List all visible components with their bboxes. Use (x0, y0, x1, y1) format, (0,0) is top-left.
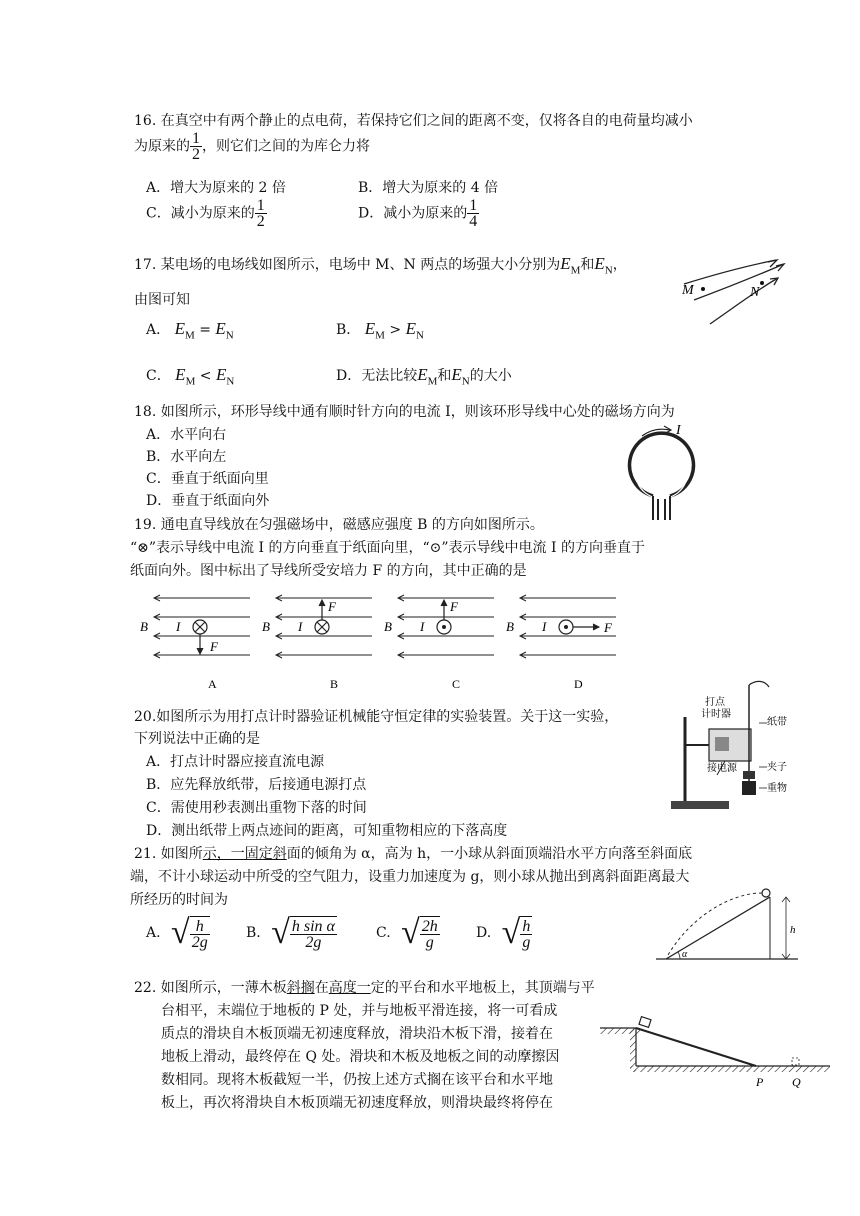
field-line-3 (710, 278, 778, 324)
slider-block (639, 1017, 651, 1028)
label-timer-1: 打点 (705, 697, 725, 708)
q22-board-figure (596, 1010, 836, 1094)
point-p-label: P (756, 1075, 764, 1089)
current-label-i: I (420, 619, 425, 634)
field-label-b: B (262, 619, 270, 634)
point-m-label: M (682, 283, 694, 298)
q17-text: 17. 某电场的电场线如图所示，电场中 M、N 两点的场强大小分别为 (134, 257, 561, 273)
q21-option-b[interactable]: B. √ $\frac{\text{h sin α}}{2g}$ (246, 914, 335, 951)
q18-option-d[interactable]: D．垂直于纸面向外 (146, 493, 270, 509)
q16-option-c-fraction: $\frac{1}{2}$ (256, 197, 265, 230)
label-timer-2: 计时器 (701, 709, 731, 720)
q22-stem-line1: 22. 如图所示，一薄木板斜搁在高度一定的平台和水平地板上，其顶端与平 (134, 980, 595, 996)
point-q-label: Q (792, 1075, 801, 1089)
weight-block (742, 781, 756, 795)
stand-base (671, 801, 729, 809)
q16-option-d-fraction: $\frac{1}{4}$ (469, 197, 478, 230)
q16-fraction-half: $\frac{1}{2}$ (192, 130, 200, 163)
q20-option-c[interactable]: C．需使用秒表测出重物下落的时间 (146, 800, 367, 816)
angle-arc (678, 952, 680, 959)
q21-stem-line2: 端，不计小球运动中所受的空气阻力，设重力加速度为 g，则小球从抛出到离斜面距离最大 (130, 869, 690, 885)
q22-stem-line3: 质点的滑块自木板顶端无初速度释放，滑块沿木板下滑，接着在 (161, 1026, 553, 1042)
q16-option-c[interactable] (146, 198, 267, 229)
label-power: 接电源 (707, 763, 737, 774)
dot-mark (564, 625, 568, 629)
q19-stem-line1: 19. 通电直导线放在匀强磁场中，磁感应强度 B 的方向如图所示。 (134, 517, 544, 533)
panel-label-b: B (330, 677, 339, 691)
angle-label-alpha: α (682, 949, 688, 960)
q22-stem-line5: 数相同。现将木板截短一半，仍按上述方式搁在该平台和水平地 (161, 1072, 553, 1088)
q18-option-c[interactable]: C．垂直于纸面向里 (146, 471, 269, 487)
q17-field-lines-figure (676, 248, 806, 328)
q21-option-d[interactable]: D. √ $\frac{h}{g}$ (476, 914, 531, 951)
platform-wall (630, 1028, 636, 1072)
arrowhead-icon (441, 600, 447, 606)
q19-stem-line3: 纸面向外。图中标出了导线所受安培力 F 的方向，其中正确的是 (130, 563, 527, 579)
arrowhead-icon (593, 624, 599, 630)
q21-incline-figure (652, 885, 812, 965)
q17-comma: ， (612, 257, 627, 273)
q20-stem-line2: 下列说法中正确的是 (134, 731, 260, 747)
field-label-b: B (506, 619, 514, 634)
label-tape: 纸带 (767, 717, 787, 728)
current-label-i: I (298, 619, 303, 634)
q17-en-symbol: $E_N$ (594, 254, 613, 277)
q16-option-b[interactable]: B．增大为原来的 4 倍 (358, 180, 499, 196)
q21-stem-line3: 所经历的时间为 (130, 892, 228, 908)
arrowhead-icon (768, 260, 777, 267)
q22-stem-line6: 板上，再次将滑块自木板顶端无初速度释放，则滑块最终将停在 (161, 1095, 553, 1111)
q20-option-d[interactable]: D．测出纸带上两点迹间的距离，可知重物相应的下落高度 (146, 823, 508, 839)
q17-stem-line1 (134, 254, 627, 276)
label-clip: 夹子 (767, 762, 787, 773)
stop-position-q (792, 1058, 799, 1065)
force-label-f: F (328, 599, 336, 614)
trajectory (668, 893, 762, 955)
q20-option-b[interactable]: B．应先释放纸带，后接通电源打点 (146, 777, 367, 793)
q17-em-symbol: $E_M$ (560, 254, 581, 277)
arrowhead-icon (319, 600, 325, 606)
q18-stem: 18. 如图所示，环形导线中通有顺时针方向的电流 I，则该环形导线中心处的磁场方向为 (134, 404, 675, 420)
q19-ampere-force-figure (140, 590, 640, 695)
force-label-f: F (604, 620, 612, 635)
panel-label-c: C (452, 677, 461, 691)
q18-ring-wire-figure (620, 420, 710, 525)
q17-option-c[interactable]: C． $E_M < E_N$ (146, 365, 235, 388)
q16-option-a[interactable]: A．增大为原来的 2 倍 (146, 180, 286, 196)
q17-option-a[interactable]: A． $E_M = E_N$ (146, 319, 234, 342)
hand-icon (749, 681, 769, 687)
force-label-f: F (450, 599, 458, 614)
clip (743, 771, 755, 779)
q22-stem-line2: 台相平，末端位于地板的 P 处，并与地板平滑连接，将一可看成 (161, 1003, 558, 1019)
q17-option-b[interactable]: B． $E_M > E_N$ (336, 319, 424, 342)
ball (762, 889, 770, 897)
q20-option-a[interactable]: A．打点计时器应接直流电源 (146, 754, 325, 770)
point-n-dot (760, 281, 764, 285)
q20-stem-line1: 20.如图所示为用打点计时器验证机械能守恒定律的实验装置。关于这一实验， (134, 709, 619, 725)
arrowhead-icon (197, 648, 203, 654)
q16-text-pre: 为原来的 (134, 138, 190, 155)
wooden-board (636, 1028, 756, 1066)
panel-label-a: A (208, 677, 217, 691)
current-label-i: I (676, 423, 681, 438)
q16-stem-line1: 16. 在真空中有两个静止的点电荷，若保持它们之间的距离不变，仅将各自的电荷量均减小 (134, 113, 693, 129)
current-label-i: I (176, 619, 181, 634)
floor (630, 1066, 830, 1072)
q18-option-b[interactable]: B．水平向左 (146, 449, 227, 465)
q16-text-post: ，则它们之间的为库仑力将 (202, 138, 370, 155)
q17-stem-line2: 由图可知 (134, 292, 190, 308)
q21-option-a[interactable]: A. √ $\frac{h}{2g}$ (146, 914, 208, 951)
force-label-f: F (210, 639, 218, 654)
field-label-b: B (384, 619, 392, 634)
dot-mark (442, 625, 446, 629)
field-line-1 (684, 260, 776, 284)
point-m-dot (701, 287, 705, 291)
current-label-i: I (542, 619, 547, 634)
panel-label-d: D (574, 677, 583, 691)
q18-option-a[interactable]: A．水平向右 (146, 427, 227, 443)
field-label-b: B (140, 619, 148, 634)
q17-option-d[interactable]: D．无法比较$E_M$和$E_N$的大小 (336, 365, 512, 388)
label-weight: 重物 (767, 783, 787, 794)
q16-option-d-text: D．减小为原来的 (358, 205, 468, 222)
q21-option-c[interactable]: C. √ $\frac{2h}{g}$ (376, 914, 438, 951)
q17-and: 和 (580, 257, 595, 273)
q20-apparatus-figure (665, 675, 805, 835)
point-n-label: N (750, 285, 760, 300)
q19-stem-line2: “⊗”表示导线中电流 I 的方向垂直于纸面向里，“⊙”表示导线中电流 I 的方向垂直于 (130, 540, 645, 556)
q16-option-d[interactable] (358, 198, 479, 229)
q21-stem-line1: 21. 如图所示，一固定斜面的倾角为 α，高为 h，一小球从斜面顶端沿水平方向落至斜面底 (134, 846, 693, 862)
q16-stem-line2 (134, 131, 370, 162)
q22-stem-line4: 地板上滑动，最终停在 Q 处。滑块和木板及地板之间的动摩擦因 (161, 1049, 560, 1065)
q16-option-c-text: C．减小为原来的 (146, 205, 255, 222)
height-label-h: h (790, 924, 796, 936)
